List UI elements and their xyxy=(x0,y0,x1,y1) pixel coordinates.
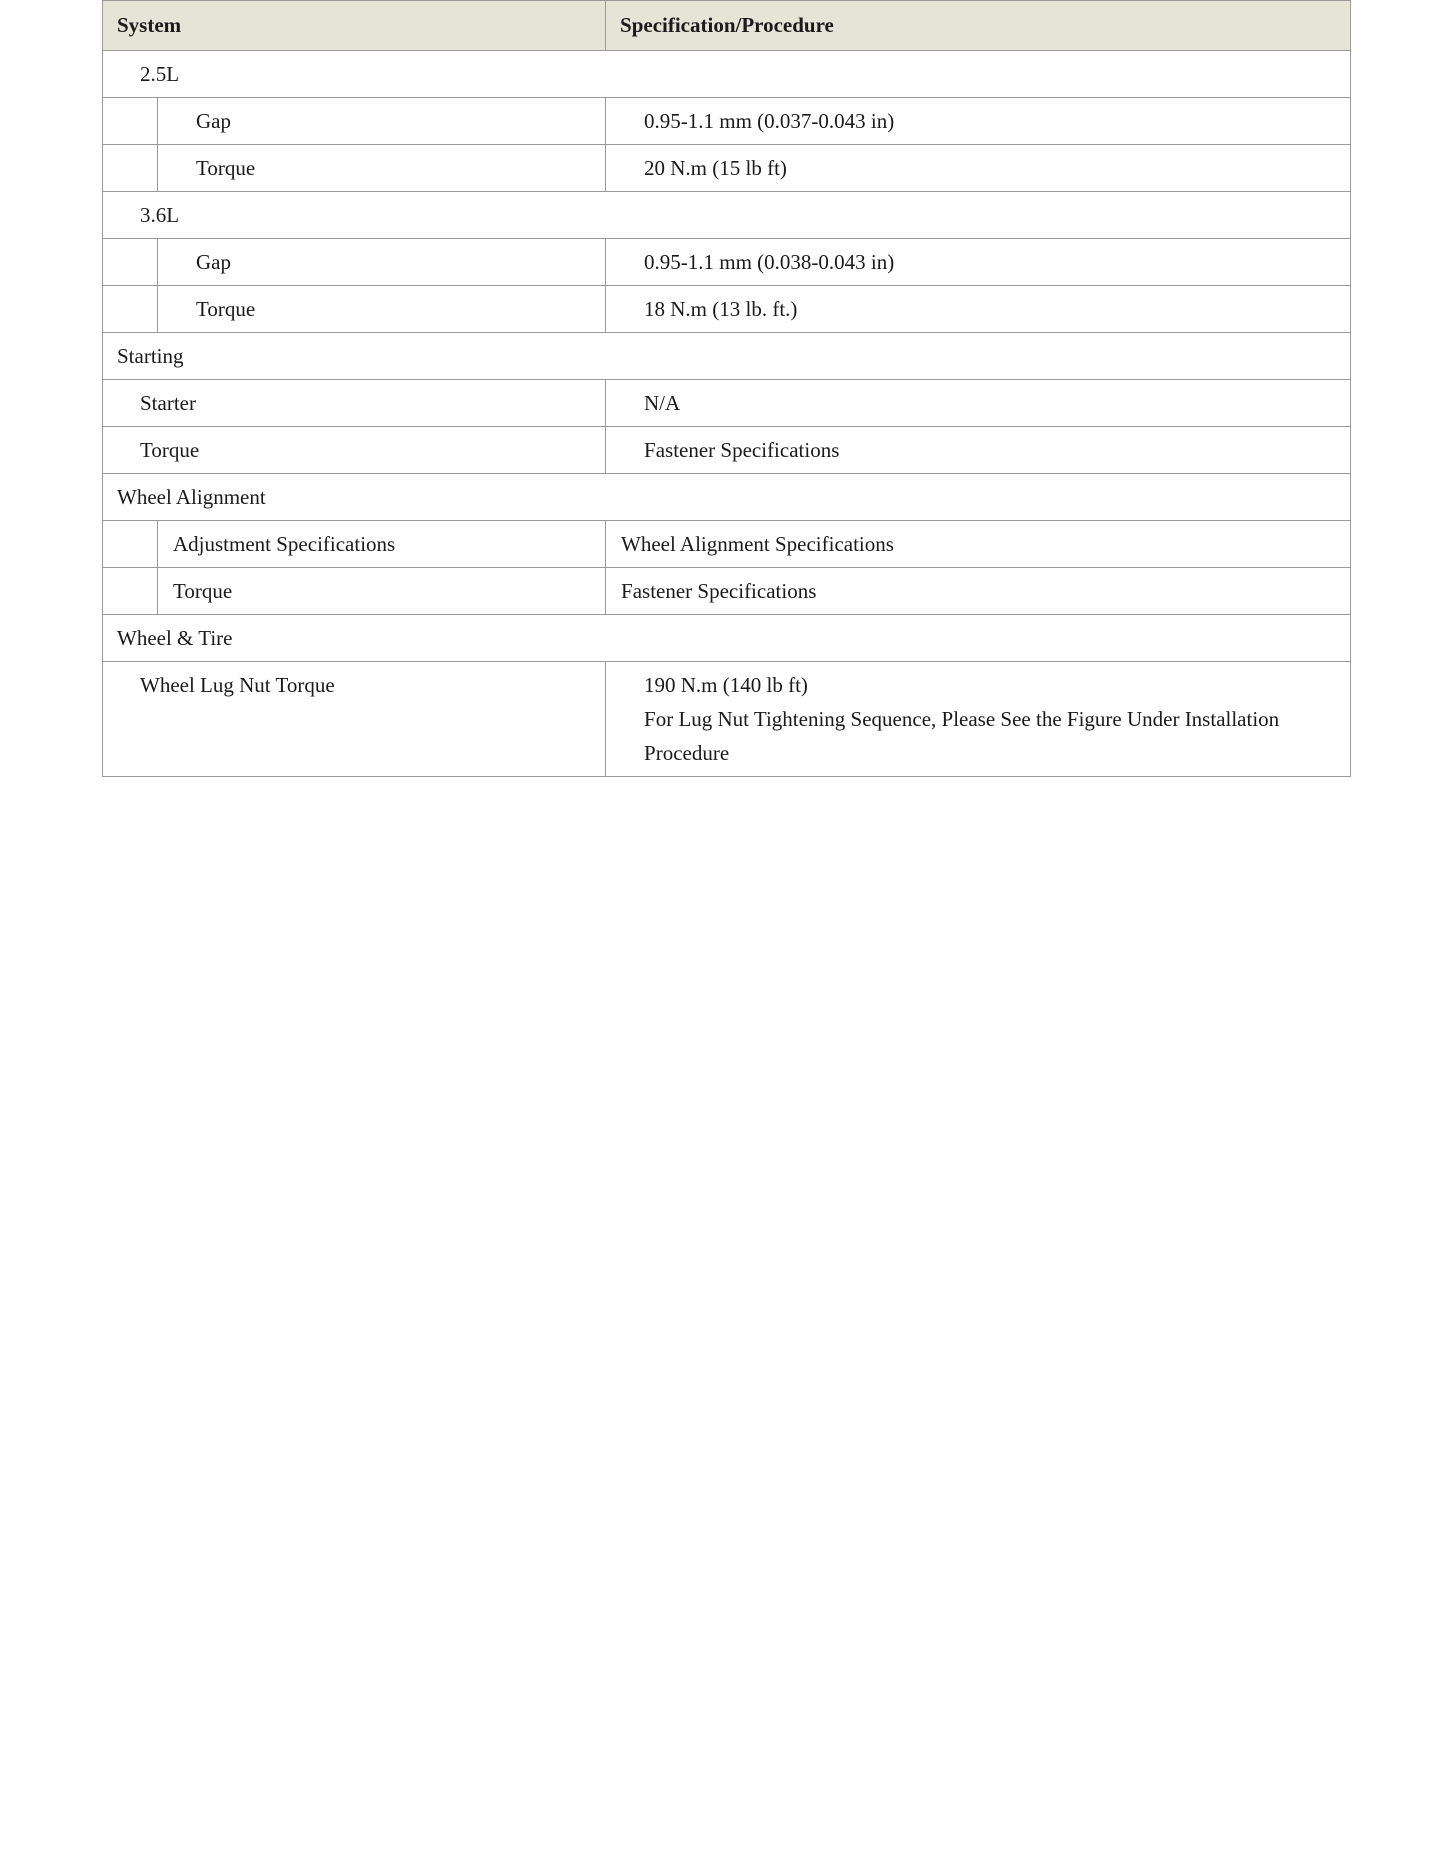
table-row xyxy=(103,286,1351,333)
row-label-torque: Torque xyxy=(158,568,606,615)
row-value-torque: 18 N.m (13 lb. ft.) xyxy=(606,286,1351,333)
row-label-adjustment-specifications: Adjustment Specifications xyxy=(158,521,606,568)
table-row xyxy=(103,98,1351,145)
table-row xyxy=(103,239,1351,286)
row-value-torque: 20 N.m (15 lb ft) xyxy=(606,145,1351,192)
table-row xyxy=(103,568,1351,615)
indent-cell xyxy=(103,98,158,145)
section-wheel-and-tire: Wheel & Tire xyxy=(103,615,1351,662)
header-specification: Specification/Procedure xyxy=(606,1,1351,51)
row-value-torque: Fastener Specifications xyxy=(606,427,1351,474)
row-label-gap: Gap xyxy=(158,239,606,286)
row-value-gap: 0.95-1.1 mm (0.038-0.043 in) xyxy=(606,239,1351,286)
section-starting: Starting xyxy=(103,333,1351,380)
table-row xyxy=(103,662,1351,777)
table-row xyxy=(103,474,1351,521)
indent-cell xyxy=(103,568,158,615)
row-value-gap: 0.95-1.1 mm (0.037-0.043 in) xyxy=(606,98,1351,145)
table-row xyxy=(103,427,1351,474)
indent-cell xyxy=(103,521,158,568)
header-system: System xyxy=(103,1,606,51)
table-row xyxy=(103,380,1351,427)
table-row xyxy=(103,192,1351,239)
table-row xyxy=(103,333,1351,380)
row-label-starter: Starter xyxy=(103,380,606,427)
row-label-wheel-lug-nut-torque: Wheel Lug Nut Torque xyxy=(103,662,606,777)
row-label-torque: Torque xyxy=(158,286,606,333)
specification-table xyxy=(102,0,1351,777)
indent-cell xyxy=(103,286,158,333)
table-header-row xyxy=(103,1,1351,51)
row-label-2-5l: 2.5L xyxy=(103,51,1351,98)
row-value-adjustment-specifications: Wheel Alignment Specifications xyxy=(606,521,1351,568)
row-label-torque: Torque xyxy=(158,145,606,192)
lug-nut-sequence-note: For Lug Nut Tightening Sequence, Please See the Figure Under Installation Procedure xyxy=(644,707,1280,765)
row-value-torque: Fastener Specifications xyxy=(606,568,1351,615)
table-row xyxy=(103,145,1351,192)
indent-cell xyxy=(103,145,158,192)
table-row xyxy=(103,615,1351,662)
row-label-3-6l: 3.6L xyxy=(103,192,1351,239)
row-value-wheel-lug-nut-torque xyxy=(606,662,1351,777)
row-label-torque: Torque xyxy=(103,427,606,474)
row-value-starter: N/A xyxy=(606,380,1351,427)
indent-cell xyxy=(103,239,158,286)
row-label-gap: Gap xyxy=(158,98,606,145)
table-row xyxy=(103,521,1351,568)
section-wheel-alignment: Wheel Alignment xyxy=(103,474,1351,521)
lug-nut-torque-value: 190 N.m (140 lb ft) xyxy=(644,673,808,697)
table-row xyxy=(103,51,1351,98)
